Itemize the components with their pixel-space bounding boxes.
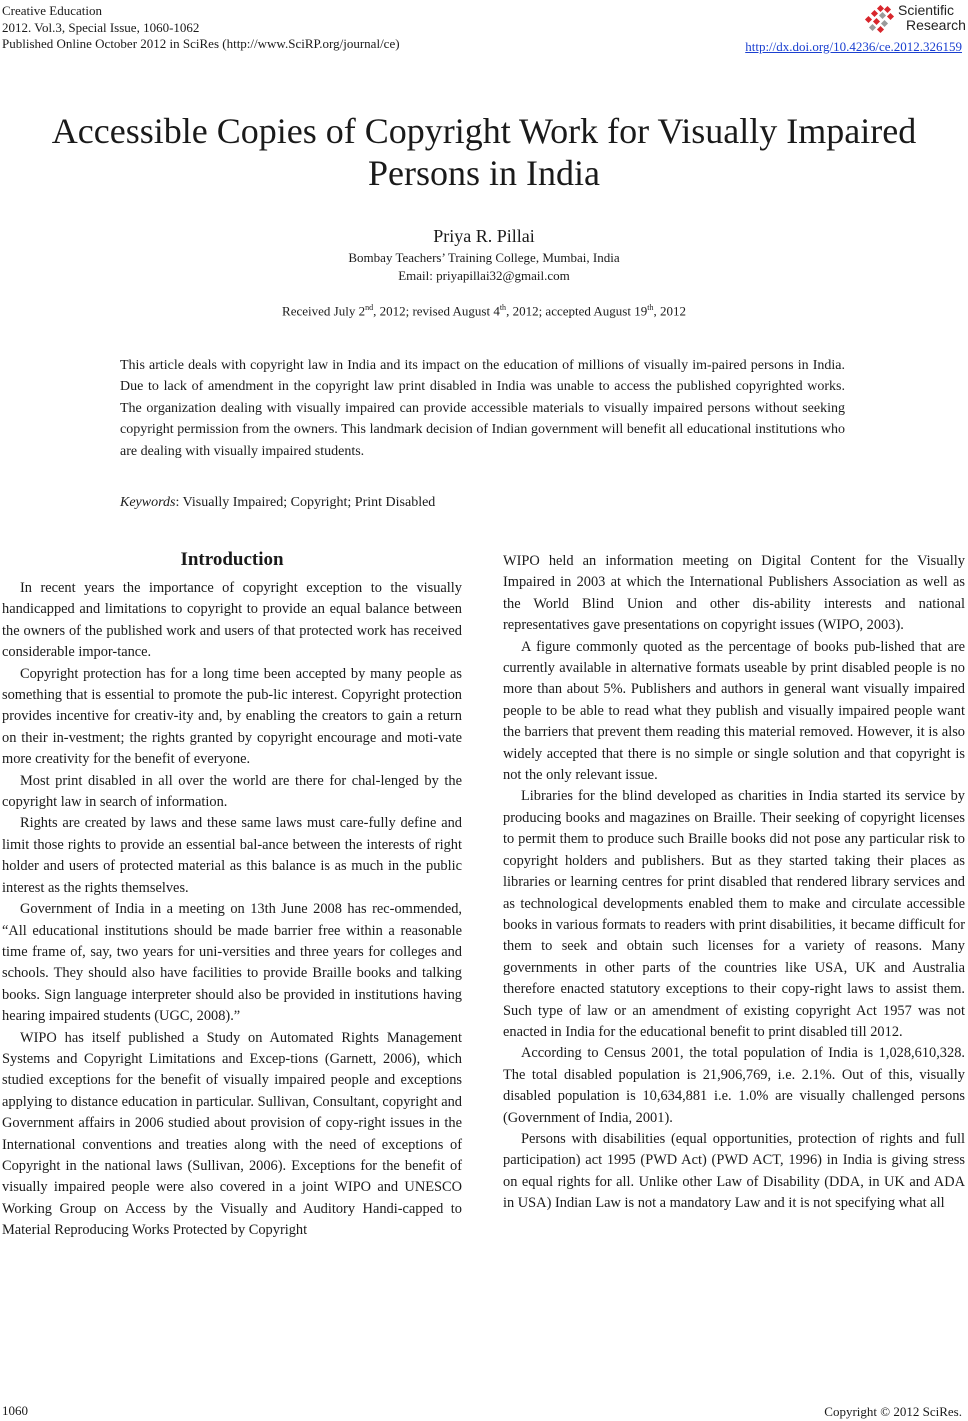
body-paragraph: Copyright protection has for a long time been accepted by many people as something that is essential to promote the pub-lic interest. Copyright protection provides incentive for creativ-ity and, by enabling the creators to gain a return on their in-vestment; the rights granted by copyright encourage and moti-vate more creativity for the benefit of everyone. xyxy=(2,665,462,768)
journal-info xyxy=(2,3,400,53)
section-heading-introduction: Introduction xyxy=(180,549,284,570)
body-paragraph: Rights are created by laws and these same laws must care-fully define and limit those rights to provide an essential bal-ance between the interests of right holder and users of protected material as this balance is as much in the public interest as the rights themselves. xyxy=(2,815,462,896)
body-paragraph: In recent years the importance of copyright exception to the visually handicapped and limitations to copyright to provide an equal balance between the owners of the published work and users of that protected work has received considerable impor-tance. xyxy=(2,580,462,661)
page-number: 1060 xyxy=(2,1403,28,1418)
body-paragraph: Most print disabled in all over the world are there for chal-lenged by the copyright law in search of information. xyxy=(2,772,462,811)
scires-logo-icon xyxy=(862,5,896,35)
keywords-label: Keywords xyxy=(120,495,176,510)
left-column xyxy=(2,549,462,1242)
body-paragraph: WIPO has itself published a Study on Automated Rights Management Systems and Copyright Limitations and Excep-tions (Garnett, 2006), which studied exceptions for the benefit of visually impaired people and exceptions applying to distance education in particular. Sullivan, Consultant, copyright and Government affairs in 2006 studied about provision of copy-right issues in the International conventions and treaties along with the need of exceptions of Copyright in the national laws (Sullivan, 2006). Exceptions for the benefit of visually impaired people were also covered in a joint WIPO and UNESCO Working Group on Access by the Visually and Auditory Handi-capped to Material Reproducing Works Protected by Copyright xyxy=(2,1029,462,1239)
body-paragraph: WIPO held an information meeting on Digital Content for the Visually Impaired in 2003 at which the International Publishers Association as well as the World Blind Union and other dis-ability interests and national representatives gave presentations on copyright issues (WIPO, 2003). xyxy=(503,553,965,634)
body-paragraph: Government of India in a meeting on 13th June 2008 has rec-ommended, “All educational institutions should be made barrier free within a reasonable time frame of, say, two years for uni-versities and three years for colleges and schools. They should also have facilities to provide Braille books and talking books. Sign language interpreter should also be provided in institutions having hearing impaired students (UGC, 2008).” xyxy=(2,901,462,1025)
page-header xyxy=(0,3,968,59)
author-affiliation-block xyxy=(0,249,968,285)
right-column xyxy=(503,551,965,1215)
affiliation: Bombay Teachers’ Training College, Mumbai, India xyxy=(348,250,620,265)
author-name: Priya R. Pillai xyxy=(433,226,535,246)
body-paragraph: Libraries for the blind developed as charities in India started its service by producing books and magazines on Braille. Their seeking of copyright licenses to permit them to produce such Braille books did not pose any particular risk to copyright holders and publishers. But as they started taking their places as libraries or learning centres for print disabled that rendered library services and as technological developments enabled them to make and circulate accessible books in various formats to readers with print disabilities, it became difficult for them to seek and obtain such licenses for a variety of reasons. Many governments in other parts of the countries like USA, UK and Australia therefore enacted statutory exceptions to their copy-right laws to assist them. Such type of law or an amendment of existing copyright Act 1957 was not enacted in India for the educational benefit to print disabled till 2012. xyxy=(503,788,965,1040)
scientific-research-logo xyxy=(862,2,966,39)
submission-dates: Received July 2nd, 2012; revised August 4th, 2012; accepted August 19th, 2012 xyxy=(282,303,686,319)
author-email: Email: priyapillai32@gmail.com xyxy=(398,268,570,283)
paper-title: Accessible Copies of Copyright Work for Visually Impaired Persons in India xyxy=(51,111,917,193)
publication-info: Published Online October 2012 in SciRes (http://www.SciRP.org/journal/ce) xyxy=(2,36,400,51)
copyright-notice: Copyright © 2012 SciRes. xyxy=(824,1404,962,1419)
journal-issue: 2012. Vol.3, Special Issue, 1060-1062 xyxy=(2,19,200,35)
body-paragraph: A figure commonly quoted as the percentage of books pub-lished that are currently available in alternative formats useable by print disabled people is no more than about 5%. Publishers and authors in general want visually impaired people to be able to read what they publish and visually impaired people want the barriers that prevent them reading this material removed. However, it is also widely accepted that there is no simple or single solution and that copyright is not the only relevant issue. xyxy=(503,638,965,784)
keywords xyxy=(120,495,845,511)
doi-link[interactable]: http://dx.doi.org/10.4236/ce.2012.326159 xyxy=(745,39,962,54)
keywords-list: : Visually Impaired; Copyright; Print Disabled xyxy=(175,495,436,510)
journal-name: Creative Education xyxy=(2,3,102,18)
abstract: This article deals with copyright law in India and its impact on the education of millions of visually im-paired persons in India. Due to lack of amendment in the copyright law print disabled in India was unable to access the published copyrighted works. The organization dealing with visually impaired can provide accessible materials to visually impaired persons without seeking copyright permission from the owners. This landmark decision of Indian government will benefit all educational institutions who are dealing with visually impaired students. xyxy=(120,358,845,459)
logo-text: Scientific Research xyxy=(898,2,966,33)
body-paragraph: According to Census 2001, the total population of India is 1,028,610,328. The total disabled population is 21,906,769, i.e. 2.1%. Out of this, visually disabled population is 10,634,881 i.e. 1.0% are visually challenged persons (Government of India, 2001). xyxy=(503,1045,965,1126)
body-paragraph: Persons with disabilities (equal opportunities, protection of rights and full participation) act 1995 (PWD Act) (PWD ACT, 1996) in India is giving stress on equal rights for all. Unlike other Law of Disability (DDA, in UK and ADA in USA) Indian Law is not a mandatory Law and it is not specifying what all xyxy=(503,1130,965,1212)
